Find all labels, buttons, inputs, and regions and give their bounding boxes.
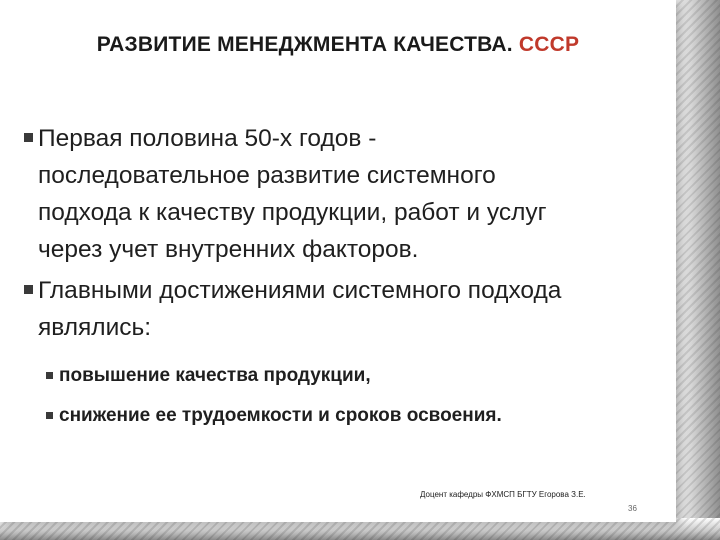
title-accent: СССР <box>518 33 580 56</box>
sub-bullet-item <box>46 364 656 388</box>
bullet-item <box>22 120 672 268</box>
bullet-line: через учет внутренних факторов. <box>38 236 419 263</box>
bullet-item <box>22 272 672 346</box>
square-bullet-icon <box>46 412 53 419</box>
title-main: РАЗВИТИЕ МЕНЕДЖМЕНТА КАЧЕСТВА. <box>96 33 513 56</box>
slide-title <box>0 33 676 57</box>
sub-bullet-list <box>46 364 656 428</box>
bullet-list <box>22 120 672 346</box>
sub-bullet-text: повышение качества продукции, <box>59 365 371 386</box>
bullet-line: подхода к качеству продукции, работ и услуг <box>38 199 547 226</box>
bullet-line: последовательное развитие системного <box>38 162 496 189</box>
page-number: 36 <box>628 504 637 513</box>
footer-author: Доцент кафедры ФХМСП БГТУ Егорова З.Е. <box>420 490 586 499</box>
bullet-line: Первая половина 50-х годов - <box>38 125 377 152</box>
square-bullet-icon <box>46 372 53 379</box>
sub-bullet-item <box>46 404 656 428</box>
bullet-line: являлись: <box>38 314 152 341</box>
sub-bullet-text: снижение ее трудоемкости и сроков освоения. <box>59 405 502 426</box>
square-bullet-icon <box>24 285 33 294</box>
square-bullet-icon <box>24 133 33 142</box>
bullet-line: Главными достижениями системного подхода <box>38 277 562 304</box>
